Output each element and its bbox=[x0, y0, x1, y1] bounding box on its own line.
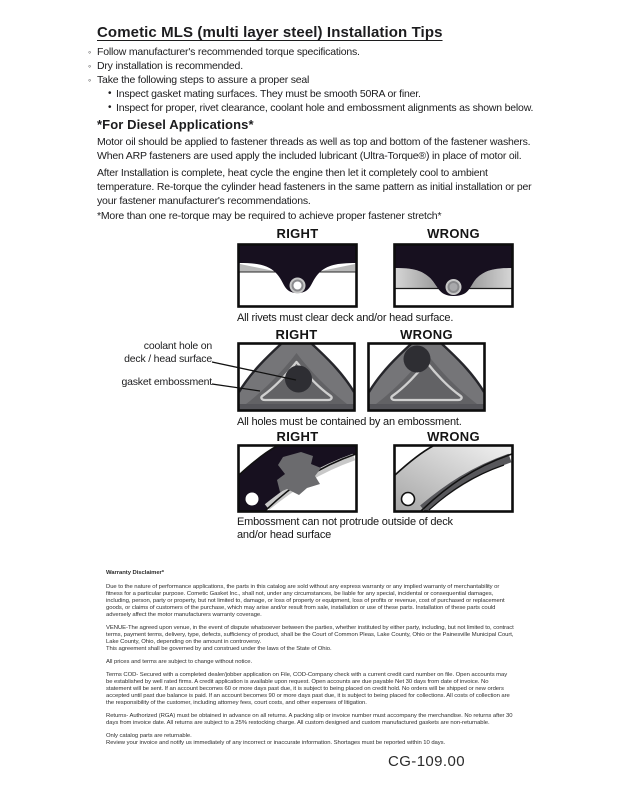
callout-text: coolant hole on bbox=[143, 340, 212, 352]
list-item bbox=[88, 45, 558, 59]
rivet-clearance-right-image bbox=[237, 243, 358, 308]
callout-text: deck / head surface bbox=[124, 352, 212, 365]
list-item-text: Inspect gasket mating surfaces. They must be smooth 50RA or finer. bbox=[116, 88, 421, 100]
row1-wrong-label: WRONG bbox=[427, 226, 480, 241]
bullet-icon: • bbox=[108, 102, 112, 113]
row3-right-label: RIGHT bbox=[276, 429, 319, 444]
row1-right-label: RIGHT bbox=[276, 226, 319, 241]
legal-paragraph: VENUE-The agreed upon venue, in the event of dispute whatsoever between the parties, whether instituted by either party, including, but not limited to, contract terms, payment terms, delivery, type, defects, sufficiency of product, shall be the Court of Common Pleas, Lake County, Ohio or the Painesville Municipal Court, Lake County, Ohio, depending on the amount in controversy. bbox=[106, 625, 514, 645]
warranty-heading: Warranty Disclaimer* bbox=[106, 570, 165, 576]
list-item bbox=[88, 87, 558, 101]
row2-caption: All holes must be contained by an embossment. bbox=[237, 416, 462, 428]
row2-right-label: RIGHT bbox=[275, 327, 318, 342]
row3-wrong-label: WRONG bbox=[427, 429, 480, 444]
legal-paragraph: Review your invoice and notify us immediately of any incorrect or inaccurate information. Shortages must be reported within 10 days. bbox=[106, 740, 446, 746]
diesel-paragraph-2: After Installation is complete, heat cycle the engine then let it completely cool to ambient temperature. Re-torque the cylinder head fasteners in the same pattern as initial installation or per your fastener manufacturer's recommendations. bbox=[97, 167, 532, 208]
gasket-embossment-callout: gasket embossment bbox=[121, 376, 212, 388]
legal-paragraph: All prices and terms are subject to change without notice. bbox=[106, 659, 253, 665]
installation-tips-list bbox=[88, 45, 558, 115]
protrusion-wrong-image bbox=[393, 444, 514, 513]
list-item-text: Inspect for proper, rivet clearance, coolant hole and embossment alignments as shown below. bbox=[116, 102, 534, 114]
legal-paragraph: Due to the nature of performance applications, the parts in this catalog are sold without any express warranty or any implied warranty of merchantability or fitness for a particular purpose. Cometic Gasket Inc., shall not, under any circumstances, be liable for any special, incidental or consequential damages, including, person, party or property, but not limited to, damage, or loss of property or equipment, loss of profits or revenue, cost of purchased or replacement goods, or claims of customers of the purchase, which may arise and/or result from sale, installation or use of these parts. Installation of these parts could adversely affect the motor manufacturers warranty coverage. bbox=[106, 584, 505, 618]
bullet-icon: • bbox=[108, 88, 112, 99]
warranty-disclaimer-block bbox=[106, 570, 514, 753]
diesel-applications-heading: *For Diesel Applications* bbox=[97, 117, 254, 132]
callout-leader-lines bbox=[110, 336, 310, 398]
list-item bbox=[88, 101, 558, 115]
diesel-paragraph-1: Motor oil should be applied to fastener threads as well as top and bottom of the fastener washers. When ARP fasteners are used apply the included lubricant (Ultra-Torque®) in place of motor oil. bbox=[97, 136, 531, 163]
legal-paragraph: Terms COD- Secured with a completed dealer/jobber application on File, COD-Company check with a current credit card number on file. Open accounts may be established by well rated firms. A credit application is available upon request. Open accounts are due payable Net 30 days from date of invoice. No statement will be sent. If an account becomes 60 or more days past due, it is subject to being placed on credit hold. No orders will be shipped or new orders accepted until past due balance is paid. If an account becomes 90 or more days past due, it is subject to being placed for collections. All costs of collection are the responsibility of the customer, including attorney fees, court costs, and other expenses of litigation. bbox=[106, 672, 510, 706]
retorque-note: *More than one re-torque may be required to achieve proper fastener stretch* bbox=[97, 210, 442, 222]
open-bullet-icon: ◦ bbox=[88, 75, 91, 85]
open-bullet-icon: ◦ bbox=[88, 47, 91, 57]
caption-line: and/or head surface bbox=[237, 529, 332, 541]
list-item-text: Take the following steps to assure a proper seal bbox=[97, 74, 310, 86]
row1-caption: All rivets must clear deck and/or head surface. bbox=[237, 312, 454, 324]
legal-paragraph: This agreement shall be governed by and construed under the laws of the State of Ohio. bbox=[106, 646, 332, 652]
legal-paragraph: Only catalog parts are returnable. bbox=[106, 733, 192, 739]
caption-line: Embossment can not protrude outside of deck bbox=[237, 516, 453, 528]
legal-paragraph: Returns- Authorized (RGA) must be obtained in advance on all returns. A packing slip or invoice number must accompany the merchandise. No returns after 30 days from invoice date. All returns are subject to a 25% restocking charge. All custom designed and custom manufactured gaskets are non-returnable. bbox=[106, 713, 513, 726]
row3-caption bbox=[237, 516, 507, 542]
page-reference: CG-109.00 bbox=[388, 753, 465, 770]
page-title: Cometic MLS (multi layer steel) Installation Tips bbox=[97, 24, 443, 41]
protrusion-right-image bbox=[237, 444, 358, 513]
row2-wrong-label: WRONG bbox=[400, 327, 453, 342]
open-bullet-icon: ◦ bbox=[88, 61, 91, 71]
list-item-text: Follow manufacturer's recommended torque specifications. bbox=[97, 46, 360, 58]
list-item-text: Dry installation is recommended. bbox=[97, 60, 243, 72]
list-item bbox=[88, 73, 558, 87]
list-item bbox=[88, 59, 558, 73]
rivet-clearance-wrong-image bbox=[393, 243, 514, 308]
embossment-wrong-image bbox=[367, 342, 486, 412]
